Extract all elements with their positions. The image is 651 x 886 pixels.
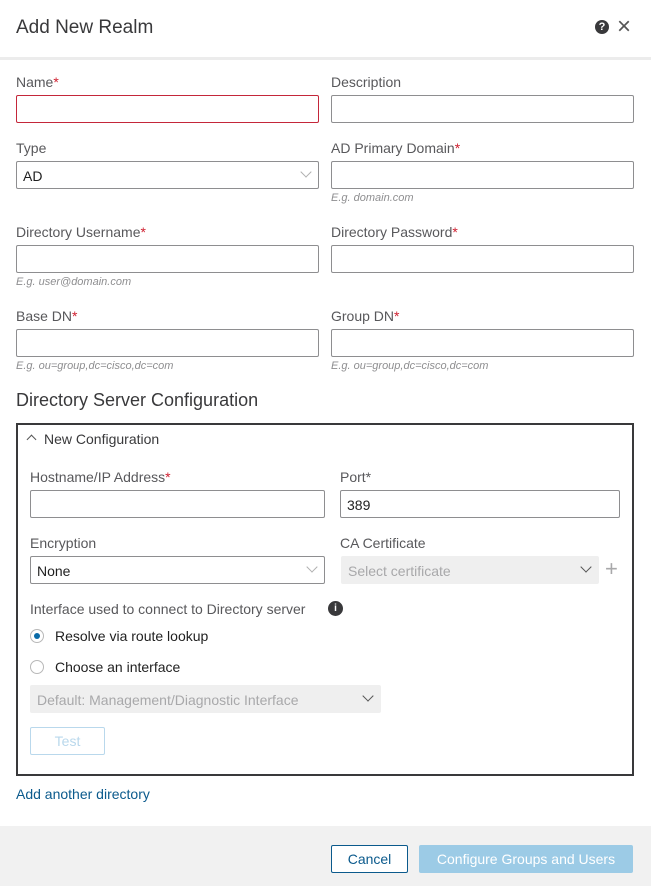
type-select[interactable] bbox=[16, 161, 319, 189]
name-label: Name* bbox=[16, 74, 59, 90]
name-input[interactable] bbox=[16, 95, 319, 123]
ca-certificate-select[interactable] bbox=[341, 556, 599, 584]
config-title[interactable]: New Configuration bbox=[44, 431, 160, 447]
interface-select-value: Default: Management/Diagnostic Interface bbox=[37, 692, 299, 708]
section-title: Directory Server Configuration bbox=[16, 390, 259, 410]
description-input[interactable] bbox=[331, 95, 634, 123]
encryption-label: Encryption bbox=[30, 535, 97, 551]
ad-primary-domain-label: AD Primary Domain* bbox=[331, 140, 461, 156]
close-icon[interactable]: × bbox=[617, 13, 632, 40]
radio-choose-interface-label[interactable]: Choose an interface bbox=[55, 659, 181, 675]
encryption-value: None bbox=[37, 563, 71, 579]
group-dn-hint: E.g. ou=group,dc=cisco,dc=com bbox=[331, 360, 489, 372]
test-button[interactable]: Test bbox=[30, 727, 105, 755]
add-another-directory-link[interactable]: Add another directory bbox=[16, 786, 150, 802]
chevron-down-icon bbox=[306, 561, 317, 572]
chevron-down-icon bbox=[362, 690, 373, 701]
group-dn-label: Group DN* bbox=[331, 308, 400, 324]
info-icon[interactable]: i bbox=[328, 601, 343, 616]
radio-choose-interface[interactable] bbox=[30, 660, 44, 674]
ca-certificate-placeholder: Select certificate bbox=[348, 563, 451, 579]
group-dn-input[interactable] bbox=[331, 329, 634, 357]
add-certificate-icon[interactable]: + bbox=[605, 556, 618, 581]
directory-password-label: Directory Password* bbox=[331, 224, 458, 240]
directory-password-input[interactable] bbox=[331, 245, 634, 273]
base-dn-hint: E.g. ou=group,dc=cisco,dc=com bbox=[16, 360, 174, 372]
header-divider bbox=[0, 57, 651, 60]
radio-route-lookup-label[interactable]: Resolve via route lookup bbox=[55, 628, 209, 644]
interface-select[interactable] bbox=[30, 685, 381, 713]
help-icon[interactable]: ? bbox=[595, 20, 609, 34]
chevron-down-icon bbox=[300, 166, 311, 177]
hostname-label: Hostname/IP Address* bbox=[30, 469, 171, 485]
base-dn-label: Base DN* bbox=[16, 308, 78, 324]
type-label: Type bbox=[16, 140, 47, 156]
interface-label: Interface used to connect to Directory server bbox=[30, 601, 306, 617]
configure-groups-users-button[interactable]: Configure Groups and Users bbox=[419, 845, 633, 873]
port-label: Port* bbox=[340, 469, 372, 485]
ca-certificate-label: CA Certificate bbox=[340, 535, 426, 551]
radio-route-lookup[interactable] bbox=[30, 629, 44, 643]
description-label: Description bbox=[331, 74, 402, 90]
cancel-button[interactable]: Cancel bbox=[331, 845, 408, 873]
port-input[interactable]: 389 bbox=[340, 490, 620, 518]
hostname-input[interactable] bbox=[30, 490, 325, 518]
chevron-down-icon bbox=[580, 561, 591, 572]
base-dn-input[interactable] bbox=[16, 329, 319, 357]
encryption-select[interactable] bbox=[30, 556, 325, 584]
type-value: AD bbox=[23, 168, 43, 184]
dialog-title: Add New Realm bbox=[16, 17, 154, 38]
directory-username-hint: E.g. user@domain.com bbox=[16, 276, 132, 288]
ad-primary-domain-input[interactable] bbox=[331, 161, 634, 189]
ad-primary-domain-hint: E.g. domain.com bbox=[331, 192, 414, 204]
directory-username-label: Directory Username* bbox=[16, 224, 146, 240]
directory-username-input[interactable] bbox=[16, 245, 319, 273]
